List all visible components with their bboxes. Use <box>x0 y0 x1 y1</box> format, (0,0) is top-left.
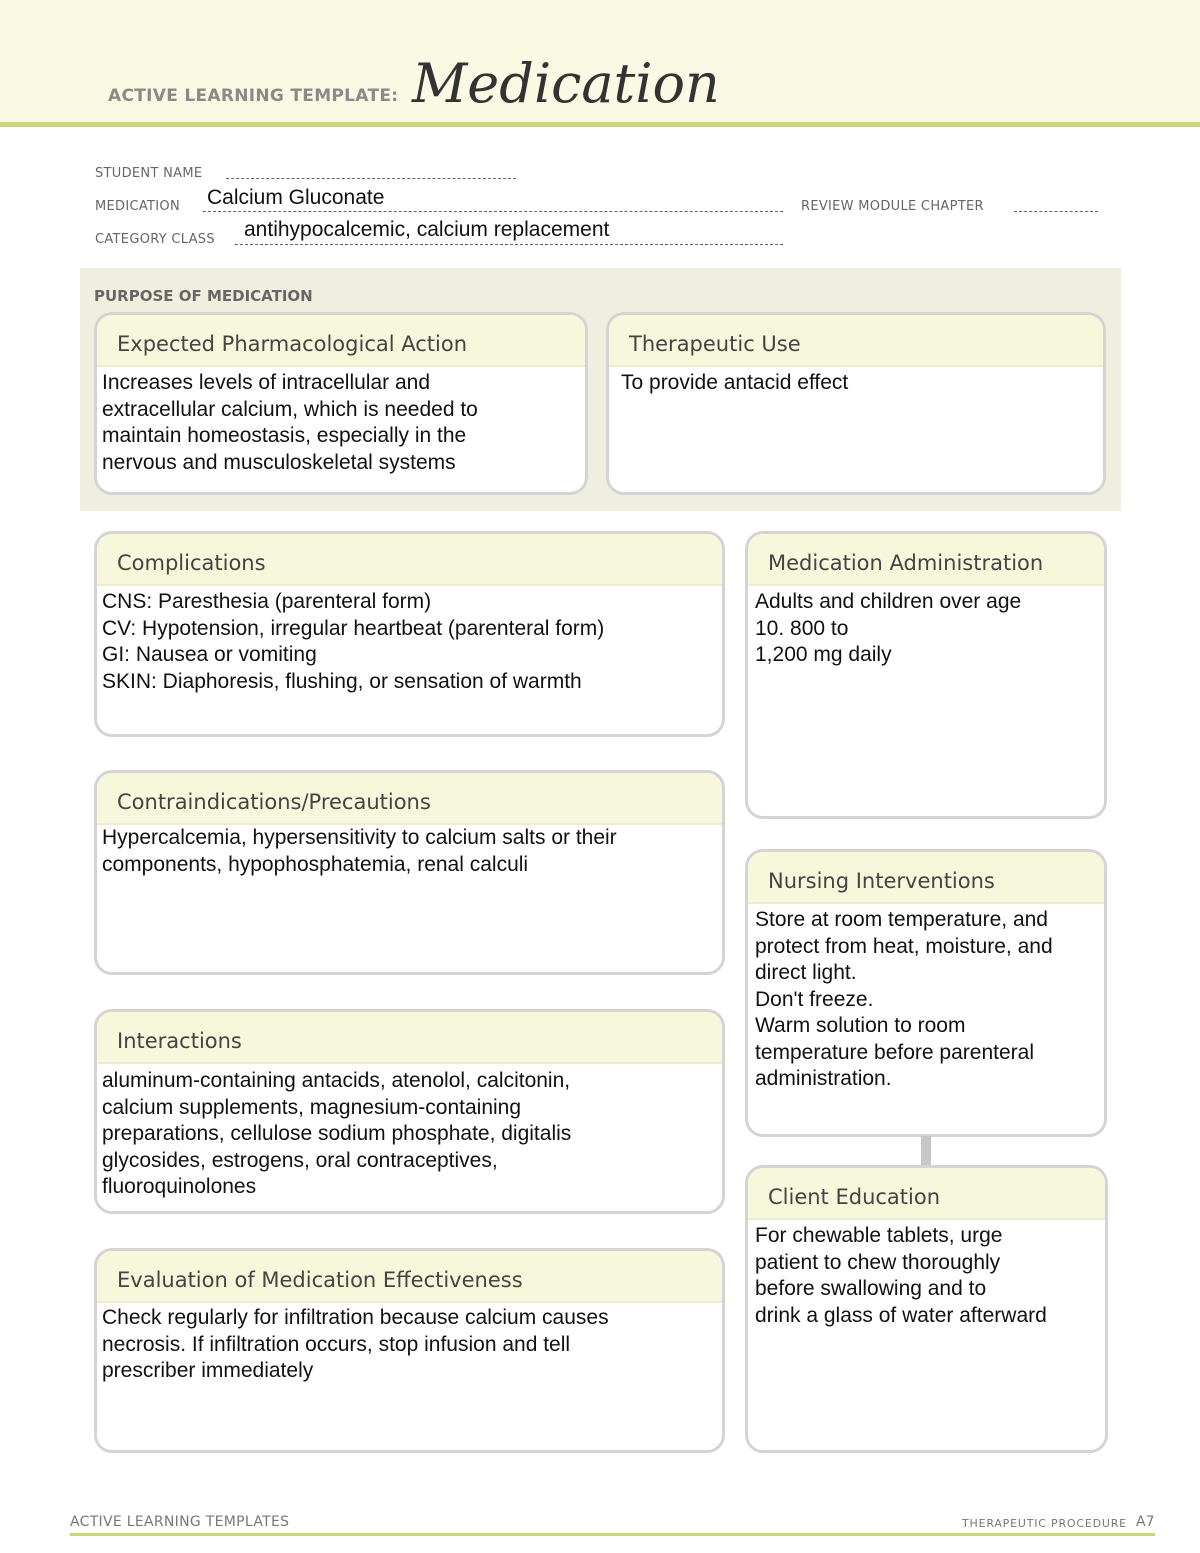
category-class-value: antihypocalcemic, calcium replacement <box>244 218 610 241</box>
expected-action-box <box>94 312 588 495</box>
client-education-title: Client Education <box>748 1168 1105 1220</box>
medication-value: Calcium Gluconate <box>207 186 385 209</box>
complications-text[interactable]: CNS: Paresthesia (parenteral form) CV: Hypotension, irregular heartbeat (parenteral form) GI: Nausea or vomiting SKIN: Diaphoresis, flushing, or sensation of warmth <box>102 590 605 693</box>
expected-action-title: Expected Pharmacological Action <box>97 315 585 367</box>
expected-action-text[interactable]: Increases levels of intracellular and extracellular calcium, which is needed to maintain homeostasis, especially in the nervous and musculoskeletal systems <box>102 371 478 474</box>
contraindications-box <box>94 770 725 975</box>
purpose-heading: PURPOSE OF MEDICATION <box>94 287 313 305</box>
medication-field[interactable] <box>203 211 783 212</box>
footer-right-text: THERAPEUTIC PROCEDURE <box>962 1517 1127 1530</box>
complications-title: Complications <box>97 534 722 586</box>
medication-label: MEDICATION <box>95 199 180 214</box>
nursing-interventions-text[interactable]: Store at room temperature, and protect from heat, moisture, and direct light. Don't freeze. Warm solution to room temperature before parenteral administration. <box>755 908 1053 1090</box>
evaluation-title: Evaluation of Medication Effectiveness <box>97 1251 722 1303</box>
student-name-field[interactable] <box>226 178 516 179</box>
therapeutic-use-box <box>606 312 1106 495</box>
page-title: Medication <box>412 52 720 115</box>
footer-left-text: ACTIVE LEARNING TEMPLATES <box>70 1514 290 1530</box>
therapeutic-use-text[interactable]: To provide antacid effect <box>621 371 849 394</box>
contraindications-title: Contraindications/Precautions <box>97 773 722 825</box>
review-module-label: REVIEW MODULE CHAPTER <box>801 199 984 214</box>
box-connector <box>921 1136 931 1166</box>
evaluation-box <box>94 1248 725 1453</box>
review-module-field[interactable] <box>1014 211 1098 212</box>
category-class-field[interactable] <box>235 244 783 245</box>
category-class-label: CATEGORY CLASS <box>95 232 215 247</box>
client-education-text[interactable]: For chewable tablets, urge patient to chew thoroughly before swallowing and to drink a glass of water afterward <box>755 1224 1047 1327</box>
nursing-interventions-title: Nursing Interventions <box>748 852 1104 904</box>
footer-divider <box>70 1533 1155 1536</box>
medication-administration-title: Medication Administration <box>748 534 1104 586</box>
nursing-interventions-box <box>745 849 1107 1137</box>
interactions-box <box>94 1009 725 1214</box>
page-number: A7 <box>1136 1514 1155 1530</box>
complications-box <box>94 531 725 737</box>
interactions-text[interactable]: aluminum-containing antacids, atenolol, calcitonin, calcium supplements, magnesium-containing preparations, cellulose sodium phosphate, digitalis glycosides, estrogens, oral contraceptives, fluoroquinolones <box>102 1069 572 1198</box>
header-divider <box>0 122 1200 127</box>
interactions-title: Interactions <box>97 1012 722 1064</box>
medication-administration-text[interactable]: Adults and children over age 10. 800 to 1,200 mg daily <box>755 590 1022 666</box>
evaluation-text[interactable]: Check regularly for infiltration because calcium causes necrosis. If infiltration occurs, stop infusion and tell prescriber immediately <box>102 1306 609 1382</box>
template-label: ACTIVE LEARNING TEMPLATE: <box>108 86 399 106</box>
student-name-label: STUDENT NAME <box>95 166 203 181</box>
medication-administration-box <box>745 531 1107 819</box>
client-education-box <box>745 1165 1108 1453</box>
contraindications-text[interactable]: Hypercalcemia, hypersensitivity to calcium salts or their components, hypophosphatemia, renal calculi <box>102 826 617 876</box>
therapeutic-use-title: Therapeutic Use <box>609 315 1103 367</box>
